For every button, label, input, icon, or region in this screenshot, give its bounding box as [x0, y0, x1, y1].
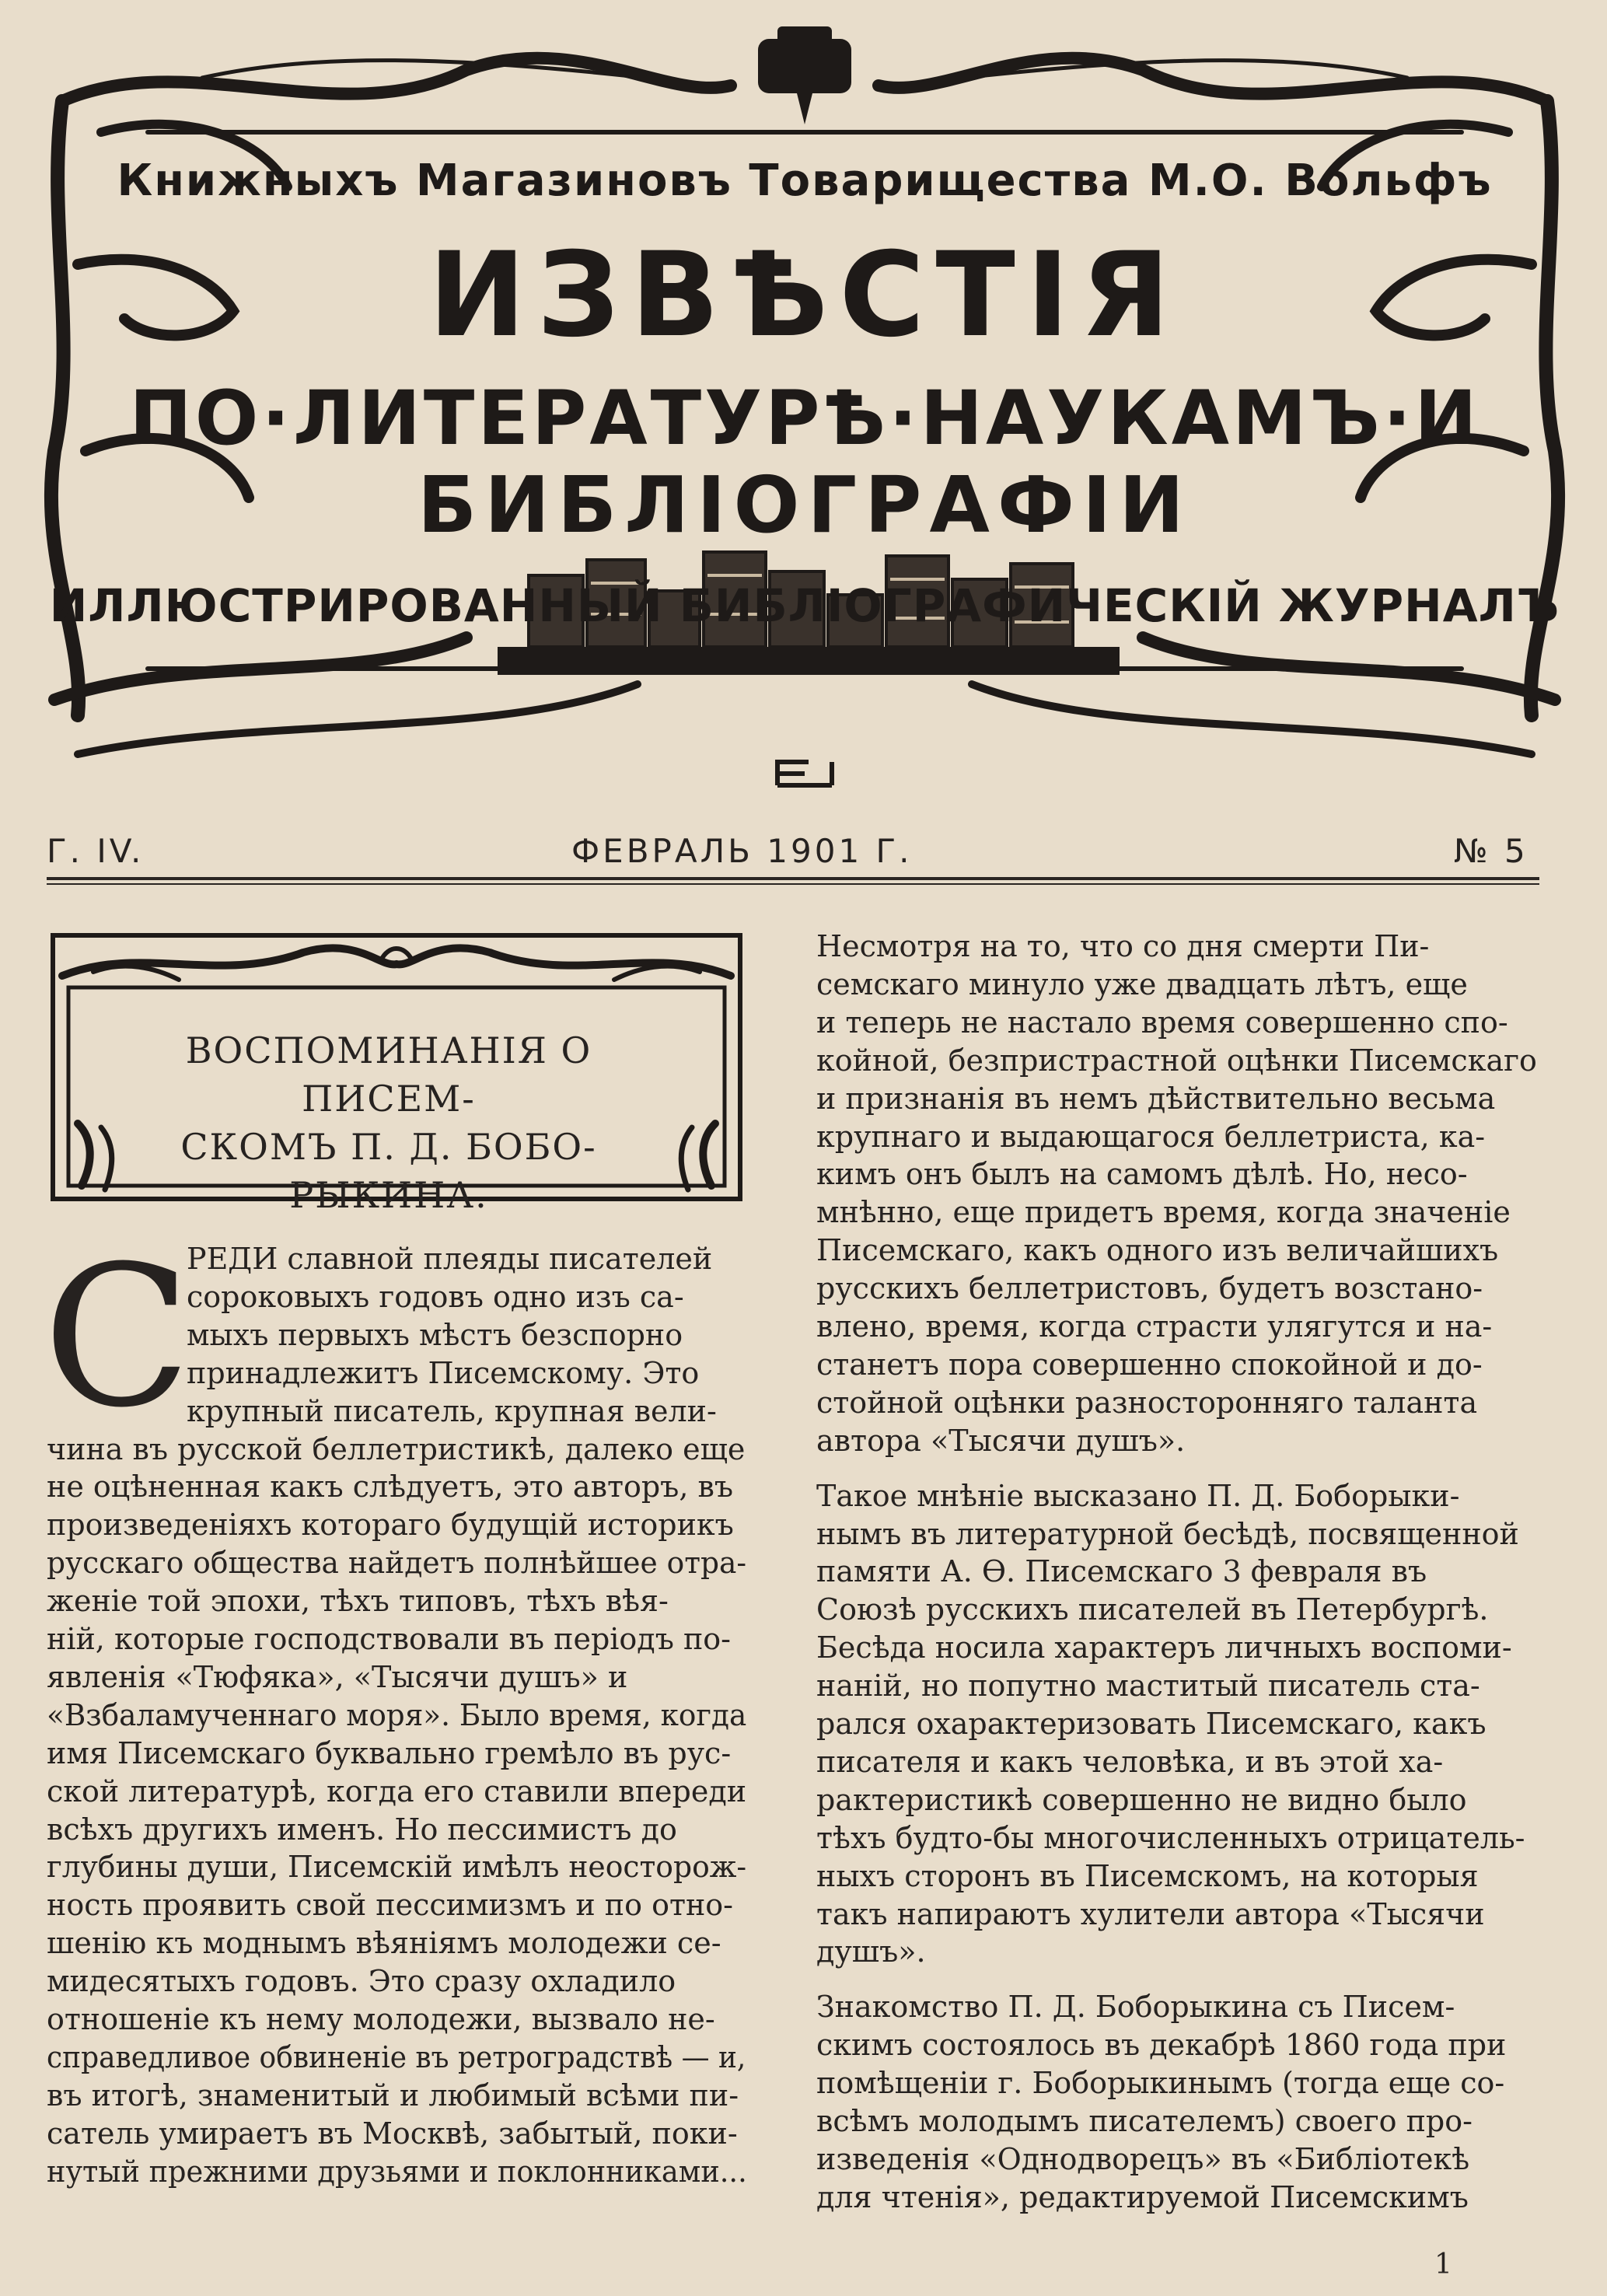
left-column-line: РЕДИ славной плеяды писателей	[187, 1242, 713, 1276]
right-column-line: такъ напираютъ хулители автора «Тысячи	[816, 1896, 1485, 1931]
magazine-tagline: ИЛЛЮСТРИРОВАННЫЙ БИБЛІОГРАФИЧЕСКІЙ ЖУРНАЛЪ	[49, 579, 1560, 632]
left-column-line: явленія «Тюфяка», «Тысячи душъ» и	[47, 1659, 628, 1694]
right-column-line: памяти А. Ѳ. Писемскаго 3 февраля въ	[816, 1554, 1427, 1589]
page-number: 1	[1434, 2249, 1452, 2280]
right-column-line: и признанія въ немъ дѣйствительно весьма	[816, 1081, 1496, 1116]
right-column-line: и теперь не настало время совершенно спо-	[816, 1005, 1508, 1040]
magazine-subtitle-line2: БИБЛІОГРАФІИ	[417, 460, 1192, 550]
right-column-line: помѣщеніи г. Боборыкинымъ (тогда еще со-	[816, 2066, 1505, 2101]
right-column-line: автора «Тысячи душъ».	[816, 1423, 1186, 1458]
left-column-line: справедливое обвиненіе въ ретроградствѣ — и,	[47, 2039, 746, 2074]
right-column-line: станетъ пора совершенно спокойной и до-	[816, 1347, 1483, 1382]
left-column-line: ской литературѣ, когда его ставили впереди	[47, 1774, 747, 1808]
issue-date: ФЕВРАЛЬ 1901 Г.	[571, 832, 913, 870]
right-column-line: душъ».	[816, 1934, 926, 1969]
right-column-line: всѣмъ молодымъ писателемъ) своего про-	[816, 2104, 1473, 2138]
left-column-line: отношеніе къ нему молодежи, вызвало не-	[47, 2002, 715, 2036]
right-column-line: изведенія «Однодворецъ» въ «Библіотекѣ	[816, 2141, 1470, 2176]
left-column-line: принадлежитъ Писемскому. Это	[187, 1355, 700, 1390]
right-column-line: Бесѣда носила характеръ личныхъ воспоми-	[816, 1630, 1512, 1665]
right-column-line: Писемскаго, какъ одного изъ величайшихъ	[816, 1233, 1499, 1268]
right-column-line: влено, время, когда страсти улягутся и на-	[816, 1309, 1493, 1344]
left-column-line: произведеніяхъ котораго будущій историкъ	[47, 1508, 734, 1543]
magazine-subtitle-line1: ПО·ЛИТЕРАТУРѢ·НАУКАМЪ·И	[129, 375, 1480, 462]
right-column-line: рактеристикѣ совершенно не видно было	[816, 1782, 1467, 1817]
right-column-line: писателя и какъ человѣка, и въ этой ха-	[816, 1744, 1444, 1779]
left-column-line: крупный писатель, крупная вели-	[187, 1393, 717, 1428]
header-rule	[47, 877, 1539, 880]
issue-year: Г. IV.	[47, 832, 145, 870]
left-column-line: ній, которые господствовали въ періодъ по-	[47, 1622, 731, 1656]
left-column-line: сороковыхъ годовъ одно изъ са-	[187, 1279, 684, 1314]
left-column-line: мидесятыхъ годовъ. Это сразу охладило	[47, 1964, 676, 1999]
right-column-line: наній, но попутно маститый писатель ста-	[816, 1669, 1480, 1704]
right-column-line: тѣхъ будто-бы многочисленныхъ отрицатель-	[816, 1820, 1525, 1855]
left-column-line: шенію къ моднымъ вѣяніямъ молодежи се-	[47, 1926, 721, 1961]
left-column-line: мыхъ первыхъ мѣстъ безспорно	[187, 1317, 683, 1352]
left-column-line: сатель умираетъ въ Москвѣ, забытый, поки-	[47, 2116, 738, 2151]
right-column-line: семскаго минуло уже двадцать лѣтъ, еще	[816, 966, 1468, 1001]
right-column-line: нымъ въ литературной бесѣдѣ, посвященной	[816, 1516, 1519, 1551]
left-column-line: чина въ русской беллетристикѣ, далеко еще	[47, 1431, 746, 1466]
magazine-title: ИЗВѢСТІЯ	[428, 228, 1182, 363]
right-column-line: Союзѣ русскихъ писателей въ Петербургѣ.	[816, 1592, 1489, 1627]
left-column-line: всѣхъ другихъ именъ. Но пессимистъ до	[47, 1812, 677, 1847]
left-column-line: не оцѣненная какъ слѣдуетъ, это авторъ, въ	[47, 1470, 734, 1504]
left-column-line: въ итогѣ, знаменитый и любимый всѣми пи-	[47, 2078, 739, 2113]
publisher-name: Книжныхъ Магазиновъ Товарищества М.О. Вольфъ	[117, 156, 1493, 206]
monogram-icon	[777, 762, 832, 785]
right-column-line: Несмотря на то, что со дня смерти Пи-	[816, 929, 1430, 963]
right-column-line: рался охарактеризовать Писемскаго, какъ	[816, 1707, 1486, 1741]
left-column-line: глубины души, Писемскій имѣлъ неосторож-	[47, 1850, 747, 1885]
issue-line	[47, 832, 1539, 879]
issue-number: № 5	[1454, 832, 1528, 870]
right-column-line: для чтенія», редактируемой Писемскимъ	[816, 2179, 1469, 2214]
right-column-line: крупнаго и выдающагося беллетриста, ка-	[816, 1119, 1486, 1154]
left-column-line: нутый прежними друзьями и поклонниками...	[47, 2154, 747, 2189]
left-column-line: «Взбаламученнаго моря». Было время, когда	[47, 1697, 747, 1732]
left-column-line: женіе той эпохи, тѣхъ типовъ, тѣхъ вѣя-	[47, 1584, 669, 1619]
drop-cap: С	[43, 1224, 192, 1450]
right-column-line: Знакомство П. Д. Боборыкина съ Писем-	[816, 1990, 1455, 2025]
header-rule-thin	[47, 883, 1539, 885]
right-column-line: стойной оцѣнки разносторонняго таланта	[816, 1385, 1478, 1420]
left-column-line: ность проявить свой пессимизмъ и по отно-	[47, 1888, 734, 1923]
right-column-line: русскихъ беллетристовъ, будетъ возстано-	[816, 1271, 1483, 1306]
right-column-line: мнѣнно, еще придетъ время, когда значеніе	[816, 1195, 1511, 1230]
article-title-box	[47, 929, 746, 1216]
right-column-line: скимъ состоялось въ декабрѣ 1860 года при	[816, 2028, 1507, 2063]
left-column-line: имя Писемскаго буквально гремѣло въ рус-	[47, 1735, 732, 1770]
inkpot-icon	[758, 26, 851, 124]
right-column-line: ныхъ сторонъ въ Писемскомъ, на которыя	[816, 1858, 1479, 1893]
masthead	[31, 16, 1578, 801]
right-column-line: кимъ онъ былъ на самомъ дѣлѣ. Но, несо-	[816, 1157, 1468, 1192]
right-column-line: Такое мнѣніе высказано П. Д. Боборыки-	[816, 1478, 1460, 1513]
article-title: ВОСПОМИНАНІЯ О ПИСЕМ- СКОМЪ П. Д. БОБО- РЫКИНА.	[180, 1029, 597, 1216]
left-column-line: русскаго общества найдетъ полнѣйшее отра-	[47, 1546, 747, 1581]
right-column-line: койной, безпристрастной оцѣнки Писемскаго	[816, 1043, 1537, 1078]
